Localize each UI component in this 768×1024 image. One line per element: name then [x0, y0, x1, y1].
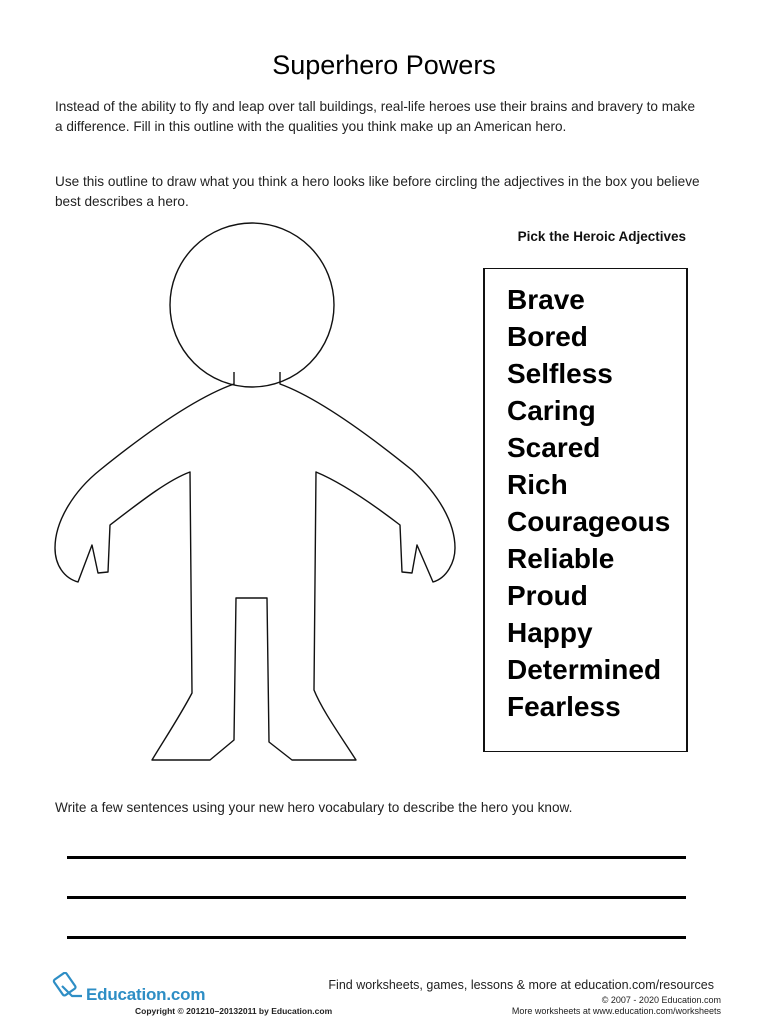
instructions-paragraph: Use this outline to draw what you think a hero looks like before circling the adjectives in the box you believe best describes a hero.	[55, 174, 700, 209]
education-logo-icon	[52, 972, 86, 1002]
writing-prompt: Write a few sentences using your new hero vocabulary to describe the hero you know.	[55, 800, 573, 815]
adjective-item[interactable]: Bored	[507, 321, 588, 352]
adjectives-list	[485, 269, 686, 725]
footer-copyright-left: Copyright © 201210–20132011 by Education.com	[135, 1006, 333, 1016]
footer-more-worksheets: More worksheets at www.education.com/worksheets	[511, 1006, 721, 1016]
adjective-item[interactable]: Happy	[507, 617, 593, 648]
writing-line-2[interactable]	[67, 896, 686, 899]
hero-head-outline	[170, 223, 334, 387]
adjective-item[interactable]: Caring	[507, 395, 596, 426]
adjective-item[interactable]: Reliable	[507, 543, 615, 574]
adjective-item[interactable]: Courageous	[507, 506, 671, 537]
adjective-item[interactable]: Rich	[507, 469, 568, 500]
adjective-item[interactable]: Selfless	[507, 358, 613, 389]
adjective-item[interactable]: Proud	[507, 580, 588, 611]
footer-find-resources: Find worksheets, games, lessons & more at education.com/resources	[328, 978, 714, 992]
writing-line-1[interactable]	[67, 856, 686, 859]
writing-line-3[interactable]	[67, 936, 686, 939]
education-logo-text: Education.com	[86, 985, 206, 1004]
adjective-item[interactable]: Determined	[507, 654, 662, 685]
hero-body-outline	[55, 372, 455, 760]
footer-copyright-right: © 2007 - 2020 Education.com	[601, 995, 721, 1005]
page-title: Superhero Powers	[272, 50, 496, 80]
intro-paragraph: Instead of the ability to fly and leap over tall buildings, real-life heroes use their brains and bravery to make a difference. Fill in this outline with the qualities you think make up an American hero.	[55, 99, 696, 134]
adjective-item[interactable]: Brave	[507, 284, 585, 315]
adjectives-heading: Pick the Heroic Adjectives	[517, 229, 686, 244]
adjective-item[interactable]: Fearless	[507, 691, 621, 722]
adjectives-box	[483, 268, 688, 752]
adjective-item[interactable]: Scared	[507, 432, 601, 463]
